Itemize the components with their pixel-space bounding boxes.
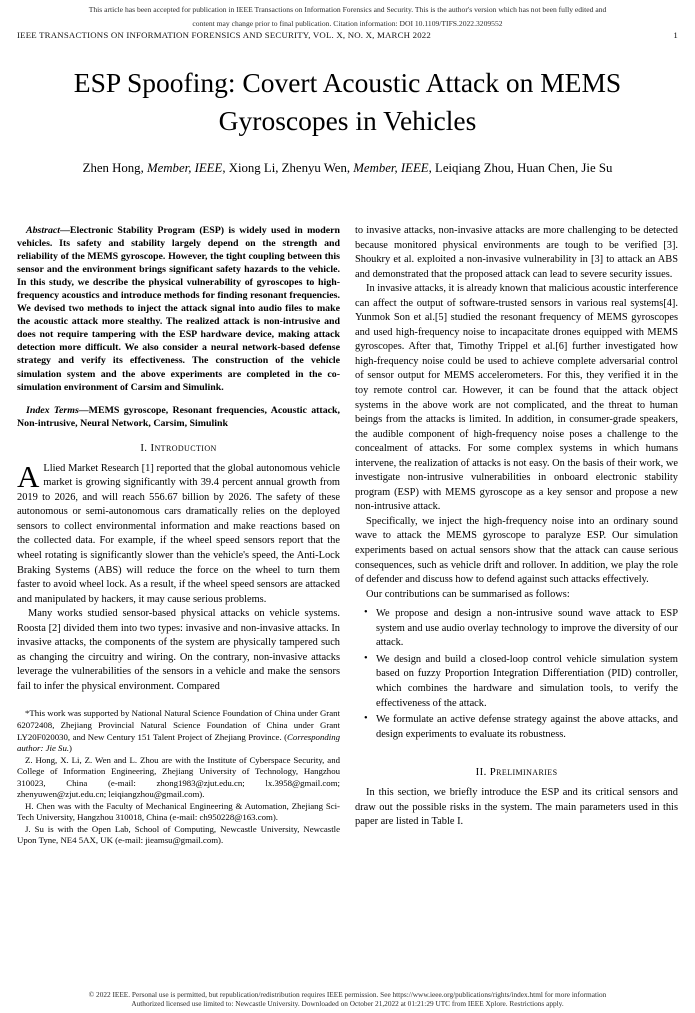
index-terms-text: —MEMS gyroscope, Resonant frequencies, Acoustic attack, Non-intrusive, Neural Network, Carsim, Simulink: [17, 404, 341, 429]
body-paragraph: Specifically, we inject the high-frequency noise into an ordinary sound wave to attack the MEMS gyroscope to paralyze ESP. Our simulation experiments based on actual sensors show that the attack can cause serious consequences, such as vehicle drift and rollover. In addition, we play the role of defender and discuss how to defend against such attacks effectively.: [355, 515, 678, 586]
author-name: Zhen Hong,: [82, 161, 147, 175]
journal-title-header: IEEE TRANSACTIONS ON INFORMATION FORENSICS AND SECURITY, VOL. X, NO. X, MARCH 2022: [17, 30, 432, 40]
affiliation-footnote: Z. Hong, X. Li, Z. Wen and L. Zhou are with the Institute of Cyberspace Security, and College of Information Engineering, Zhejiang University of Technology, Hangzhou 310023, China (e-mail: zhong1983@zjut.edu.cn; lx.3958@gmail.com; zhenyuwen@zjut.edu.cn; leiqiangzhou@gmail.com).: [17, 754, 340, 800]
intro-paragraph-1: [17, 458, 340, 607]
funding-footnote: [17, 708, 340, 754]
page-number: 1: [673, 30, 678, 40]
abstract-label: Abstract: [26, 225, 61, 236]
corresponding-author-note: Corresponding author: Jie Su.: [17, 731, 340, 754]
acceptance-notice: [0, 3, 695, 30]
footnote-block: [17, 708, 340, 847]
index-terms: [17, 404, 340, 430]
author-name: , Leiqiang Zhou, Huan Chen, Jie Su: [428, 161, 613, 175]
contribution-item: • We formulate an active defense strategy against the above attacks, and design experiments to evaluate its robustness.: [364, 713, 678, 742]
running-header: [17, 30, 678, 40]
body-paragraph: to invasive attacks, non-invasive attacks are more challenging to be detected because monitored physical environments are tough to be verified [3]. Shoukry et al. exploited a non-invasive vulnerability in [3] to attack an ABS and demonstrated that the proposed attack can lead to severe security issues.: [355, 225, 678, 280]
contribution-item: • We design and build a closed-loop control vehicle simulation system based on fuzzy Proportion Integration Differentiation (PID) controller, which combines the hardware and simulation tools, to verify the effectiveness of the attack.: [364, 653, 678, 711]
index-terms-label: Index Terms: [26, 404, 79, 416]
intro-paragraph-1-text: Llied Market Research [1] reported that the global autonomous vehicle market is growing significantly with 39.4 percent annual growth from 2019 to 2026, and will reach 556.67 billion by 2026. The safety of these autonomous or semi-autonomous cars dramatically relies on the deployed sensors to collect environmental information and make reactions based on the collected data. For example, if the wheel speed sensors report that the wheel rotating is significantly slower than the vehicle's speed, the Anti-Lock Braking Systems (ABS) will reduce the force on the wheel to turn them faster to avoid wheel lock. As a result, if the wheel speed sensors are attacked and manipulated by hackers, it may cause serious problems.: [17, 462, 340, 605]
abstract-text: —Electronic Stability Program (ESP) is widely used in modern vehicles. Its safety and stability largely depend on the strength and reliability of the MEMS gyroscope. However, the tight coupling between this sensor and the environment brings significant safety hazards to the vehicle. In this study, we describe the physical vulnerability of gyroscopes to high-frequency acoustics and introduce methods for finding resonant frequencies. We devised two methods to inject the attack signal into audio files to make the acoustic attack more stealthy. The realized attack is non-intrusive and does not require tampering with the ESP hardware device, making attack detection more difficult. We also consider a neural network-based defense strategy and verify its effectiveness. The construction of the vehicle simulation system and the above experiments are completed in the co-simulation environment of Carsim and Simulink.: [17, 225, 340, 393]
affiliation-footnote: H. Chen was with the Faculty of Mechanical Engineering & Automation, Zhejiang Sci-Tech University, Hangzhou 310018, China (e-mail: ch950228@163.com).: [17, 800, 340, 823]
abstract: [17, 224, 340, 394]
author-membership: Member, IEEE: [146, 161, 223, 175]
copyright-line: © 2022 IEEE. Personal use is permitted, but republication/redistribution requires IEEE permission. See https://www.ieee.org/publications/rights/index.html for more information: [88, 989, 607, 999]
contributions-intro: Our contributions can be summarised as follows:: [366, 588, 570, 600]
right-column: [355, 224, 678, 847]
notice-line-2: content may change prior to final publication. Citation information: DOI 10.1109/TIFS.2022.3209552: [192, 18, 503, 28]
two-column-body: [17, 224, 678, 847]
funding-footnote-text: *This work was supported by National Natural Science Foundation of China under Grant 62072408, Zhejiang Provincial Natural Science Foundation of China under Grant LY20F020030, and New Century 151 Talent Project of Zhejiang Province. (: [17, 708, 340, 742]
drop-cap: A: [17, 458, 40, 494]
funding-footnote-close: ): [69, 743, 72, 754]
copyright-footer: [0, 990, 695, 1008]
license-line: Authorized licensed use limited to: Newcastle University. Downloaded on October 21,2022 at 01:21:29 UTC from IEEE Xplore. Restrictions apply.: [131, 998, 564, 1008]
author-name: , Xiong Li, Zhenyu Wen,: [222, 161, 354, 175]
section-heading-introduction: I. Introduction: [140, 441, 217, 454]
body-paragraph: In invasive attacks, it is already known that malicious acoustic interference can affect the output of software-trusted sensors in various real systems[4]. Yunmok Son et al.[5] studied the resonant frequency of MEMS gyroscopes and used high-frequency noise to incapacitate drones equipped with MEMS gyroscopes. After that, Timothy Trippel et al.[6] further investigated how high-frequency noise could be used to achieve complete adversarial control of sensor output for MEMS accelerometers. For this, they verified it in the toy remote control car. However, it can be found that the attack object systems in the above work are not complicated, and the threat to human beings from the attacks is limited. In addition, in consumer-grade speakers, the audible component of high-frequency noise poses a challenge to the concealment of attacks. For some complex systems in which humans intervene, the realization of attacks is not easy. On the basis of their work, we investigate non-intrusive vulnerabilities in onboard electronic stability program (ESP) with MEMS gyroscope as a key sensor and propose a new non-intrusive attack.: [355, 283, 678, 513]
section-heading-preliminaries: II. Preliminaries: [475, 766, 558, 779]
intro-paragraph-2: Many works studied sensor-based physical attacks on vehicle systems. Roosta [2] divided them into two types: invasive and non-invasive attacks. In invasive attacks, the components of the system are physically tampered such as changing the circuitry and wiring. On the contrary, non-invasive attacks leverage the vulnerabilities of the sensors in a vehicle and make the sensors fail to infer the physical environment. Compared: [17, 608, 340, 692]
left-column: [17, 224, 340, 847]
contribution-item: • We propose and design a non-intrusive sound wave attack to ESP system and use audio overlay technology to improve the diversity of our attack.: [364, 607, 678, 651]
notice-line-1: This article has been accepted for publication in IEEE Transactions on Information Forensics and Security. This is the author's version which has not been fully edited and: [88, 5, 607, 14]
author-membership: Member, IEEE: [353, 161, 429, 175]
contribution-list: [355, 607, 678, 742]
affiliation-footnote: J. Su is with the Open Lab, School of Computing, Newcastle University, Newcastle Upon Tyne, NE4 5AX, UK (e-mail: jieamsu@gmail.com).: [17, 823, 340, 846]
paper-title-line-2: Gyroscopes in Vehicles: [218, 105, 477, 136]
paper-title-line-1: ESP Spoofing: Covert Acoustic Attack on MEMS: [73, 67, 622, 98]
author-line: [0, 161, 695, 176]
paper-title: [0, 64, 695, 140]
body-paragraph: In this section, we briefly introduce the ESP and its critical sensors and draw out the possible risks in the system. The main parameters used in this paper are listed in Table I.: [355, 787, 678, 828]
